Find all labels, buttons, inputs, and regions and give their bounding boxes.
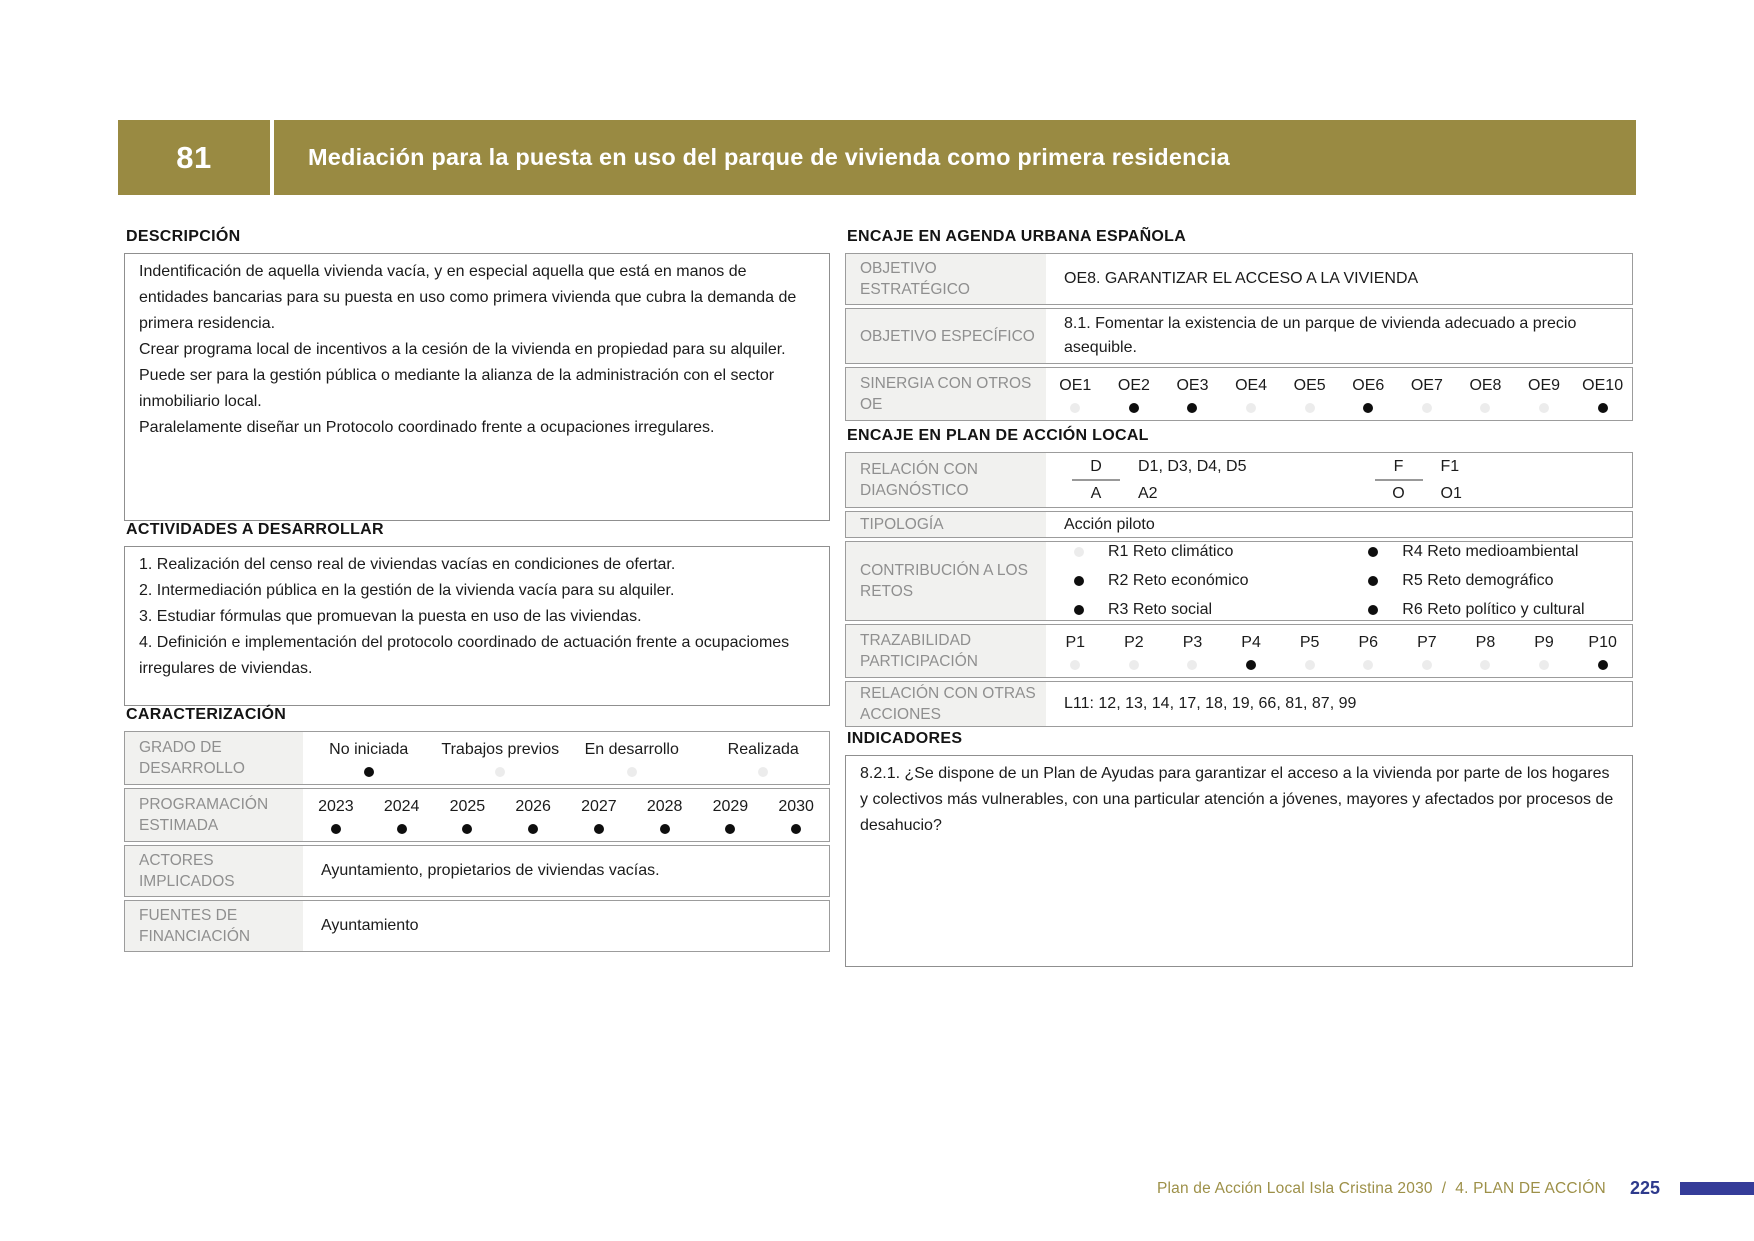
trazabilidad-p-column: P9 (1515, 632, 1574, 670)
actividad-item: 2. Intermediación pública en la gestión de la vivienda vacía para su alquiler. (139, 582, 675, 599)
actividad-item: 1. Realización del censo real de viviendas vacías en condiciones de ofertar. (139, 556, 676, 573)
year-column: 2029 (698, 796, 764, 834)
diagnostico-group (1375, 454, 1623, 506)
year-dot (791, 824, 801, 834)
year-column: 2023 (303, 796, 369, 834)
otras-acciones-value: L11: 12, 13, 14, 17, 18, 19, 66, 81, 87, 99 (1064, 695, 1357, 712)
sinergia-oe-column: OE8 (1456, 375, 1515, 413)
trazabilidad-p-column: P8 (1456, 632, 1515, 670)
programacion-row (124, 788, 830, 842)
reto-item: R4 Reto medioambiental (1368, 543, 1632, 561)
p-dot (1422, 660, 1432, 670)
page-footer (1157, 1178, 1754, 1199)
year-dot (660, 824, 670, 834)
grado-option: No iniciada (303, 739, 435, 777)
objetivo-especifico-value: 8.1. Fomentar la existencia de un parque de vivienda adecuado a precio asequible. (1064, 315, 1577, 356)
reto-item: R3 Reto social (1074, 601, 1368, 619)
actores-value: Ayuntamiento, propietarios de viviendas vacías. (321, 862, 660, 879)
reto-item: R6 Reto político y cultural (1368, 601, 1632, 619)
diag-value: F1 (1440, 458, 1460, 475)
sinergia-oe-column: OE2 (1105, 375, 1164, 413)
grado-desarrollo-label: GRADO DE DESARROLLO (125, 732, 303, 784)
year-column: 2024 (369, 796, 435, 834)
sinergia-oe-column: OE6 (1339, 375, 1398, 413)
p-dot (1305, 660, 1315, 670)
oe-dot (1305, 403, 1315, 413)
diag-key: F (1375, 454, 1423, 481)
objetivo-especifico-label: OBJETIVO ESPECÍFICO (846, 309, 1046, 363)
trazabilidad-p-column: P6 (1339, 632, 1398, 670)
fuentes-value: Ayuntamiento (321, 917, 419, 934)
tipologia-row (845, 511, 1633, 538)
descripcion-paragraph: Paralelamente diseñar un Protocolo coordinado frente a ocupaciones irregulares. (139, 419, 715, 436)
trazabilidad-label: TRAZABILIDAD PARTICIPACIÓN (846, 625, 1046, 677)
oe-dot (1246, 403, 1256, 413)
diag-value: A2 (1138, 485, 1158, 502)
right-column (845, 228, 1633, 967)
action-number: 81 (176, 139, 212, 175)
sinergia-row (845, 367, 1633, 421)
caracterizacion-heading: CARACTERIZACIÓN (126, 706, 287, 723)
p-dot (1246, 660, 1256, 670)
year-dot (397, 824, 407, 834)
diagnostico-groups (1046, 449, 1632, 511)
indicadores-box (845, 755, 1633, 967)
trazabilidad-p-columns (1046, 632, 1632, 670)
status-dot (627, 767, 637, 777)
p-dot (1363, 660, 1373, 670)
fuentes-label: FUENTES DE FINANCIACIÓN (125, 901, 303, 951)
sinergia-oe-column: OE7 (1398, 375, 1457, 413)
descripcion-heading: DESCRIPCIÓN (126, 228, 241, 245)
plan-local-heading: ENCAJE EN PLAN DE ACCIÓN LOCAL (847, 427, 1149, 444)
year-column: 2030 (763, 796, 829, 834)
year-column: 2025 (435, 796, 501, 834)
actores-row (124, 845, 830, 897)
year-dot (594, 824, 604, 834)
oe-dot (1539, 403, 1549, 413)
oe-dot (1070, 403, 1080, 413)
grado-options (303, 739, 829, 777)
status-dot (364, 767, 374, 777)
reto-item: R5 Reto demográfico (1368, 572, 1632, 590)
diag-value: D1, D3, D4, D5 (1138, 458, 1247, 475)
agenda-heading: ENCAJE EN AGENDA URBANA ESPAÑOLA (847, 228, 1187, 245)
year-dot (462, 824, 472, 834)
diag-value: O1 (1440, 485, 1462, 502)
status-dot (758, 767, 768, 777)
descripcion-paragraph: Crear programa local de incentivos a la cesión de la vivienda en propiedad para su alquiler. Puede ser para la gestión pública o mediante la alianza de la administración con el sector inmobiliario local. (139, 341, 786, 410)
diagnostico-row (845, 452, 1633, 508)
trazabilidad-p-column: P2 (1105, 632, 1164, 670)
p-dot (1480, 660, 1490, 670)
tipologia-value: Acción piloto (1064, 515, 1155, 533)
trazabilidad-p-column: P4 (1222, 632, 1281, 670)
grado-option: En desarrollo (566, 739, 698, 777)
reto-dot (1368, 576, 1378, 586)
reto-dot (1074, 576, 1084, 586)
grado-option: Trabajos previos (435, 739, 567, 777)
programacion-value (303, 789, 829, 841)
reto-item: R2 Reto económico (1074, 572, 1368, 590)
reto-dot (1074, 605, 1084, 615)
trazabilidad-p-column: P1 (1046, 632, 1105, 670)
actividad-item: 3. Estudiar fórmulas que promuevan la puesta en uso de las viviendas. (139, 608, 642, 625)
page-number: 225 (1629, 1178, 1660, 1198)
sinergia-oe-column: OE5 (1280, 375, 1339, 413)
actividades-box (124, 546, 830, 706)
diag-key: O (1392, 485, 1405, 502)
p-dot (1598, 660, 1608, 670)
objetivo-estrategico-value: OE8. GARANTIZAR EL ACCESO A LA VIVIENDA (1064, 270, 1419, 287)
year-dot (331, 824, 341, 834)
diagnostico-label: RELACIÓN CON DIAGNÓSTICO (846, 453, 1046, 507)
sinergia-oe-column: OE3 (1163, 375, 1222, 413)
fuentes-row (124, 900, 830, 952)
objetivo-estrategico-label: OBJETIVO ESTRATÉGICO (846, 254, 1046, 304)
trazabilidad-p-column: P10 (1573, 632, 1632, 670)
year-dot (528, 824, 538, 834)
objetivo-estrategico-row (845, 253, 1633, 305)
contribucion-label: CONTRIBUCIÓN A LOS RETOS (846, 542, 1046, 620)
p-dot (1187, 660, 1197, 670)
oe-dot (1129, 403, 1139, 413)
p-dot (1070, 660, 1080, 670)
reto-dot (1368, 605, 1378, 615)
sinergia-oe-columns (1046, 375, 1632, 413)
action-title: Mediación para la puesta en uso del parque de vivienda como primera residencia (308, 144, 1230, 170)
grado-option: Realizada (698, 739, 830, 777)
year-columns (303, 796, 829, 834)
sinergia-oe-column: OE9 (1515, 375, 1574, 413)
breadcrumb: Plan de Acción Local Isla Cristina 2030 / 4. PLAN DE ACCIÓN (1156, 1179, 1606, 1197)
left-column (124, 228, 830, 955)
tipologia-label: TIPOLOGÍA (846, 512, 1046, 537)
oe-dot (1480, 403, 1490, 413)
reto-item: R1 Reto climático (1074, 543, 1368, 561)
year-column: 2028 (632, 796, 698, 834)
diag-key: D (1072, 454, 1120, 481)
objetivo-especifico-row (845, 308, 1633, 364)
oe-dot (1363, 403, 1373, 413)
trazabilidad-p-column: P5 (1280, 632, 1339, 670)
oe-dot (1422, 403, 1432, 413)
p-dot (1539, 660, 1549, 670)
status-dot (495, 767, 505, 777)
indicador-text: 8.2.1. ¿Se dispone de un Plan de Ayudas para garantizar el acceso a la vivienda por parte de los hogares y colectivos más vulnerables, con una particular atención a jóvenes, mayores y afectados por procesos de desahucio? (860, 765, 1614, 834)
indicadores-heading: INDICADORES (847, 730, 963, 747)
actividades-heading: ACTIVIDADES A DESARROLLAR (126, 521, 384, 538)
p-dot (1129, 660, 1139, 670)
sinergia-label: SINERGIA CON OTROS OE (846, 368, 1046, 420)
actividad-item: 4. Definición e implementación del protocolo coordinado de actuación frente a ocupaciomes irregulares de viviendas. (139, 634, 790, 677)
action-header-band (118, 120, 1636, 195)
programacion-label: PROGRAMACIÓN ESTIMADA (125, 789, 303, 841)
footer-accent-bar (1680, 1182, 1754, 1195)
diagnostico-group (1072, 454, 1375, 506)
otras-acciones-label: RELACIÓN CON OTRAS ACCIONES (846, 682, 1046, 726)
descripcion-paragraph: Indentificación de aquella vivienda vacía, y en especial aquella que está en manos de entidades bancarias para su puesta en uso como primera vivienda que cubra la demanda de primera residencia. (139, 263, 797, 332)
sinergia-oe-column: OE10 (1573, 375, 1632, 413)
year-column: 2026 (500, 796, 566, 834)
year-dot (725, 824, 735, 834)
diag-key: A (1090, 485, 1102, 502)
year-column: 2027 (566, 796, 632, 834)
oe-dot (1598, 403, 1608, 413)
trazabilidad-p-column: P7 (1398, 632, 1457, 670)
sinergia-oe-column: OE4 (1222, 375, 1281, 413)
otras-acciones-row (845, 681, 1633, 727)
actores-label: ACTORES IMPLICADOS (125, 846, 303, 896)
sinergia-oe-column: OE1 (1046, 375, 1105, 413)
contribucion-row (845, 541, 1633, 621)
trazabilidad-row (845, 624, 1633, 678)
oe-dot (1187, 403, 1197, 413)
trazabilidad-p-column: P3 (1163, 632, 1222, 670)
reto-dot (1074, 547, 1084, 557)
reto-dot (1368, 547, 1378, 557)
descripcion-box (124, 253, 830, 521)
grado-desarrollo-row (124, 731, 830, 785)
grado-desarrollo-value (303, 732, 829, 784)
retos-grid (1046, 535, 1632, 627)
